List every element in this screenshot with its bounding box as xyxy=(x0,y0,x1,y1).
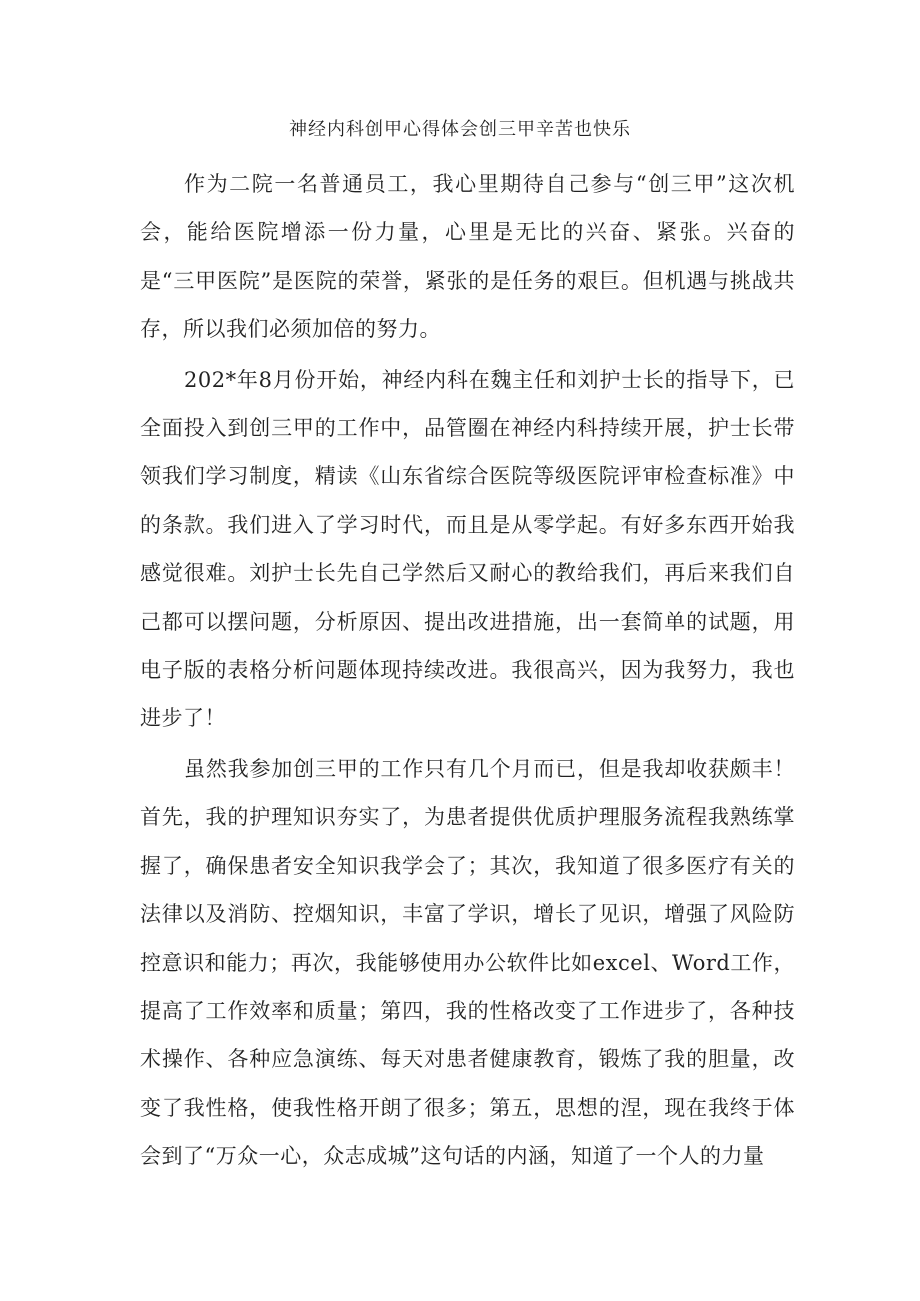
document-body xyxy=(140,160,795,1183)
paragraph-intro: 作为二院一名普通员工，我心里期待自己参与“创三甲”这次机会，能给医院增添一份力量，心里是无比的兴奋、紧张。兴奋的是“三甲医院”是医院的荣誉，紧张的是任务的艰巨。但机遇与挑战共存，所以我们必须加倍的努力。 xyxy=(140,172,795,342)
paragraph-gains: 虽然我参加创三甲的工作只有几个月而已，但是我却收获颇丰！首先，我的护理知识夯实了，为患者提供优质护理服务流程我熟练掌握了，确保患者安全知识我学会了；其次，我知道了很多医疗有关的法律以及消防、控烟知识，丰富了学识，增长了见识，增强了风险防控意识和能力；再次，我能够使用办公软件比如excel、Word工作，提高了工作效率和质量；第四，我的性格改变了工作进步了，各种技术操作、各种应急演练、每天对患者健康教育，锻炼了我的胆量，改变了我性格，使我性格开朗了很多；第五，思想的涅，现在我终于体会到了“万众一心，众志成城”这句话的内涵，知道了一个人的力量 xyxy=(140,756,795,1169)
paragraph-work-progress: 202*年8月份开始，神经内科在魏主任和刘护士长的指导下，已全面投入到创三甲的工作中，品管圈在神经内科持续开展，护士长带领我们学习制度，精读《山东省综合医院等级医院评审检查标准》中的条款。我们进入了学习时代，而且是从零学起。有好多东西开始我感觉很难。刘护士长先自己学然后又耐心的教给我们，再后来我们自己都可以摆问题，分析原因、提出改进措施，出一套简单的试题，用电子版的表格分析问题体现持续改进。我很高兴，因为我努力，我也进步了！ xyxy=(140,367,795,731)
document-title: 神经内科创甲心得体会创三甲辛苦也快乐 xyxy=(289,119,631,140)
